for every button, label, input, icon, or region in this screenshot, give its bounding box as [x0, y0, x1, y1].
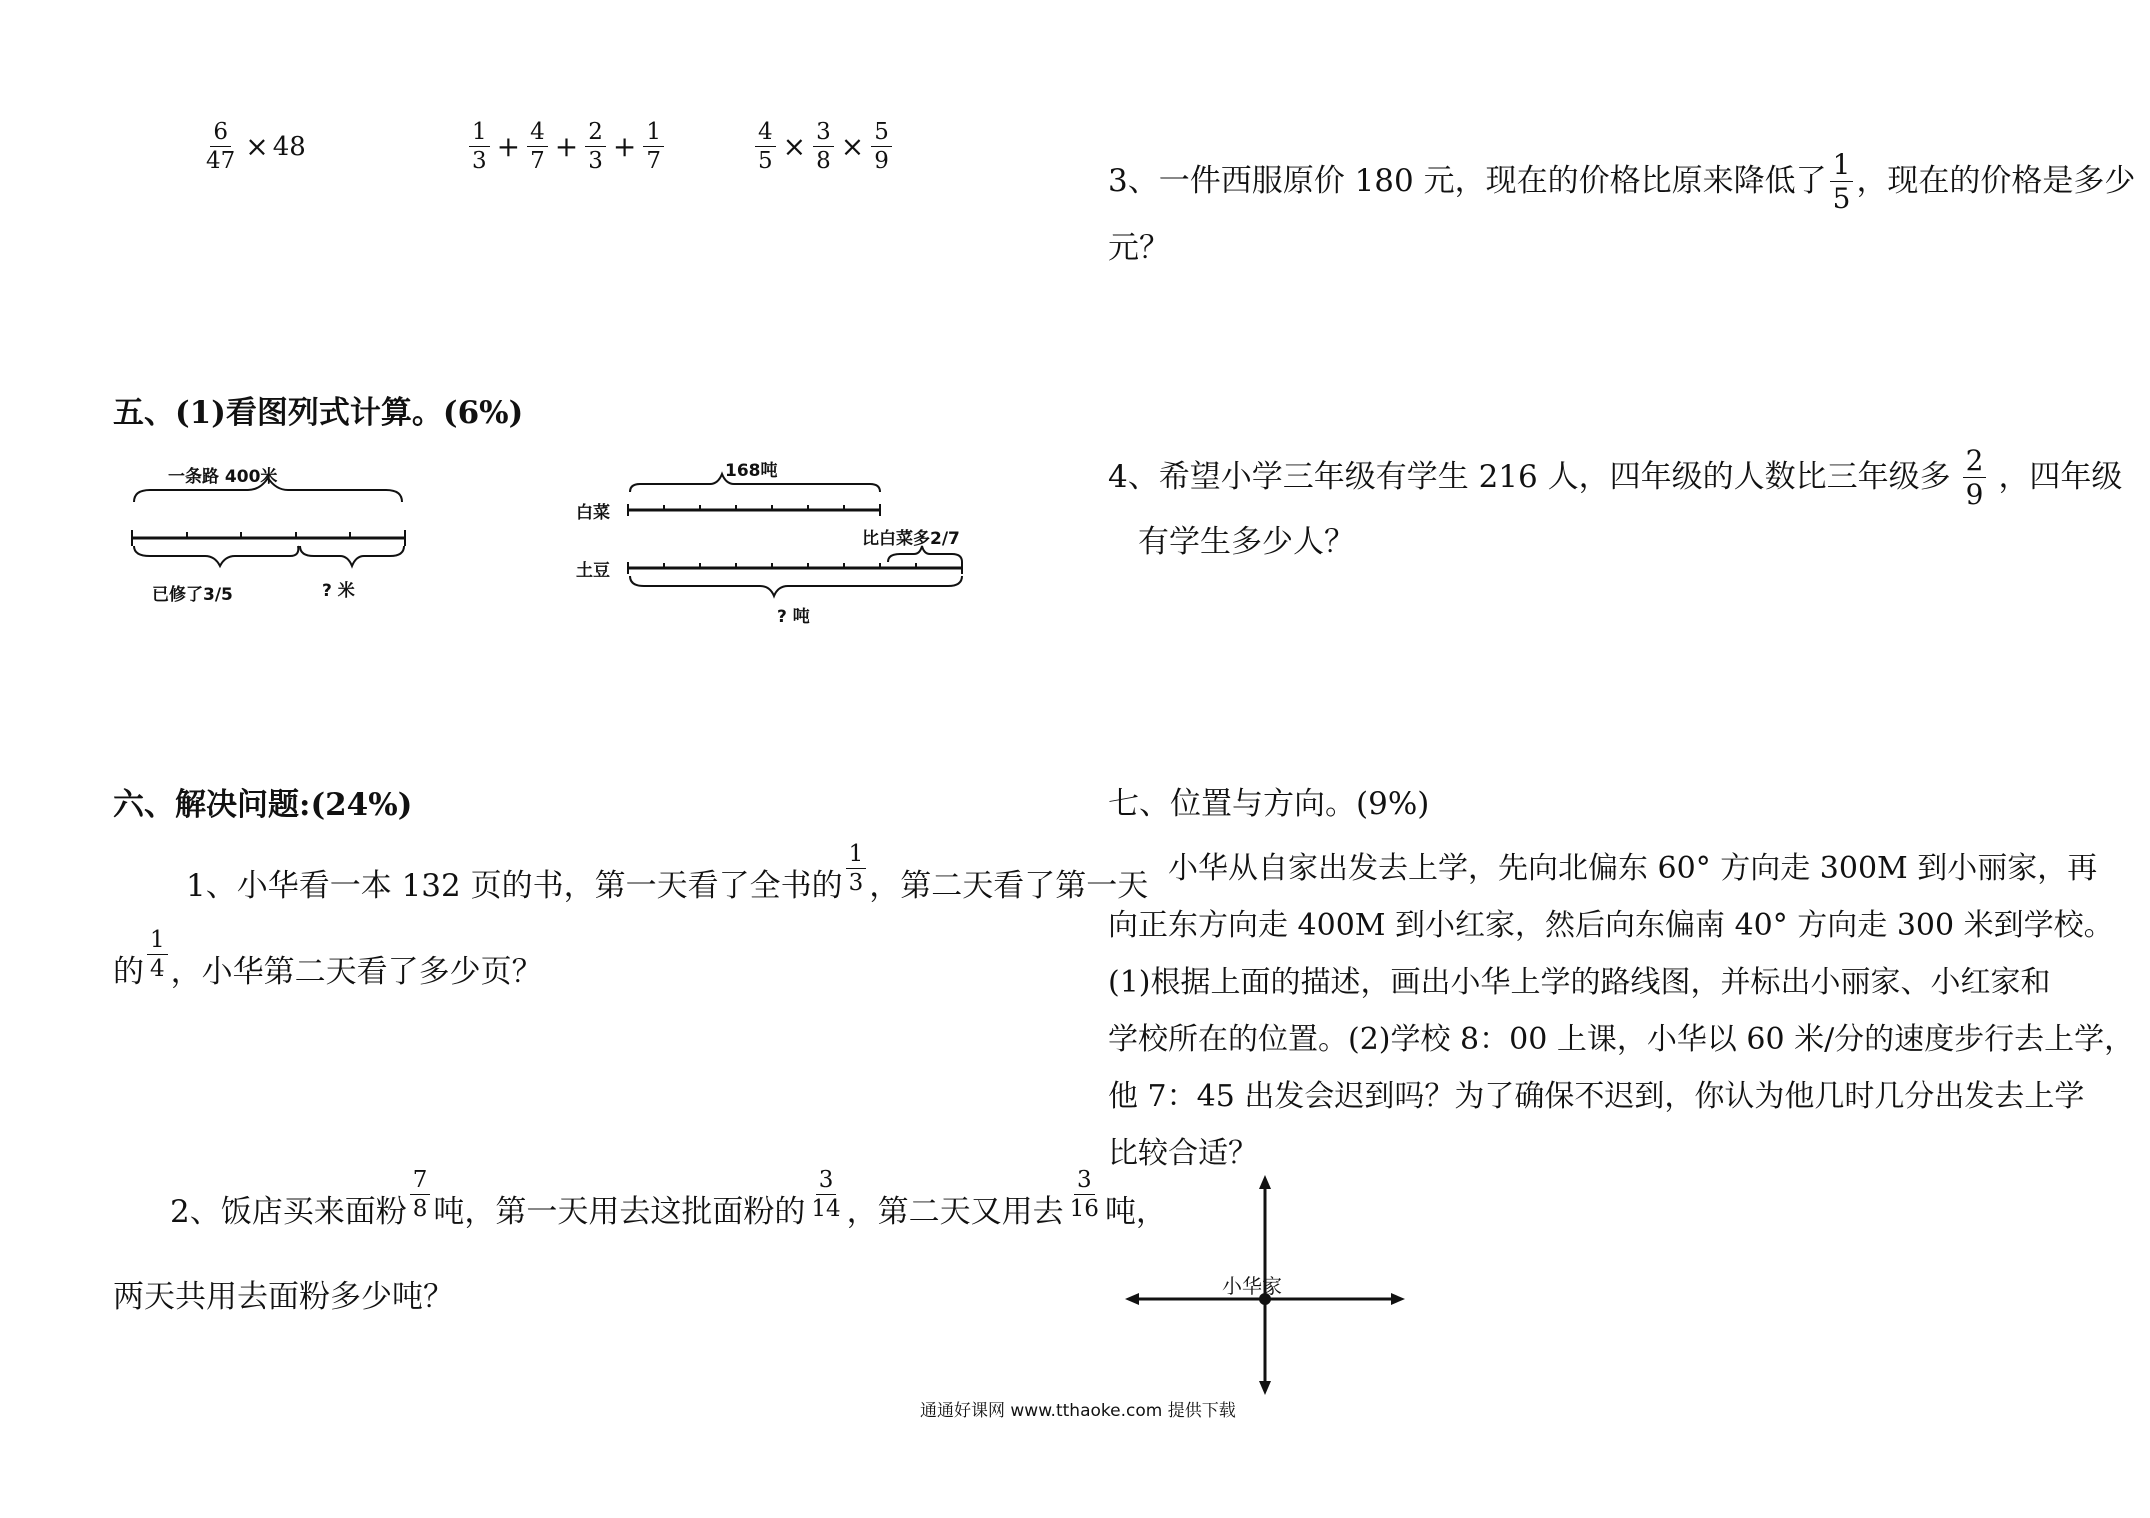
problem-line: 比较合适？: [1108, 1136, 1258, 1171]
extra-note-label: 比白菜多2/7: [862, 529, 960, 549]
question-6-1-line-1: 1、小华看一本 132 页的书，第一天看了全书的 $\frac{1}{3}$ ，第二天看了第一天: [186, 841, 1149, 905]
section-6-title: 六、解决问题:(24%): [113, 787, 413, 823]
road-done-label: 已修了3/5: [152, 585, 233, 605]
potato-row-label: 土豆: [576, 561, 610, 581]
question-4-line-2: 有学生多少人？: [1138, 524, 1355, 560]
fraction: $\frac{6}{47}$: [206, 119, 236, 175]
footer-credit: 通通好课网 www.tthaoke.com 提供下载: [920, 1401, 1236, 1421]
question-6-2-line-2: 两天共用去面粉多少吨？: [113, 1279, 454, 1315]
section-5-title: 五、(1)看图列式计算。(6%): [113, 395, 524, 431]
section-7-problem: [1108, 840, 2135, 1182]
question-4-line-1: 4、希望小学三年级有学生 216 人，四年级的人数比三年级多 $\frac{2}{9}$ ，四年级: [1108, 444, 2123, 512]
question-3-line-1: 3、一件西服原价 180 元，现在的价格比原来降低了 $\frac{1}{5}$ ，现在的价格是多少: [1108, 148, 2136, 216]
calc-expr-1: $\frac{6}{47}$ × 48: [200, 120, 306, 173]
problem-line: 向正东方向走 400M 到小红家，然后向东偏南 40° 方向走 300 米到学校。: [1108, 908, 2114, 943]
calc-expr-2: $\frac{1}{3}$ + $\frac{4}{7}$ + $\frac{2}{3}$ + $\frac{1}{7}$: [466, 120, 667, 173]
calc-expr-3: $\frac{4}{5}$ × $\frac{3}{8}$ × $\frac{5}{9}$: [752, 120, 895, 173]
home-label: 小华家: [1222, 1274, 1282, 1298]
cabbage-row-label: 白菜: [576, 503, 610, 523]
road-total-label: 一条路 400米: [168, 467, 278, 487]
road-diagram: [120, 460, 430, 620]
section-7-title: 七、位置与方向。(9%): [1108, 786, 1430, 822]
potato-answer-label: ? 吨: [777, 607, 810, 627]
problem-line: 学校所在的位置。(2)学校 8：00 上课，小华以 60 米/分的速度步行去上学，: [1108, 1022, 2135, 1057]
problem-line: (1)根据上面的描述，画出小华上学的路线图，并标出小丽家、小红家和: [1108, 965, 2051, 1000]
question-3-line-2: 元？: [1108, 230, 1170, 266]
question-6-1-line-2: 的 $\frac{1}{4}$ ，小华第二天看了多少页？: [113, 927, 543, 991]
problem-line: 小华从自家出发去上学，先向北偏东 60° 方向走 300M 到小丽家，再: [1168, 851, 2098, 886]
cabbage-weight-label: 168吨: [725, 461, 778, 481]
question-6-2-line-1: 2、饭店买来面粉 $\frac{7}{8}$ 吨，第一天用去这批面粉的 $\frac{3}{14}$ ，第二天又用去 $\frac{3}{16}$ 吨，: [170, 1167, 1167, 1231]
problem-line: 他 7：45 出发会迟到吗？为了确保不迟到，你认为他几时几分出发去上学: [1108, 1079, 2085, 1114]
road-rest-label: ? 米: [322, 581, 355, 601]
vegetable-diagram: [570, 450, 990, 630]
